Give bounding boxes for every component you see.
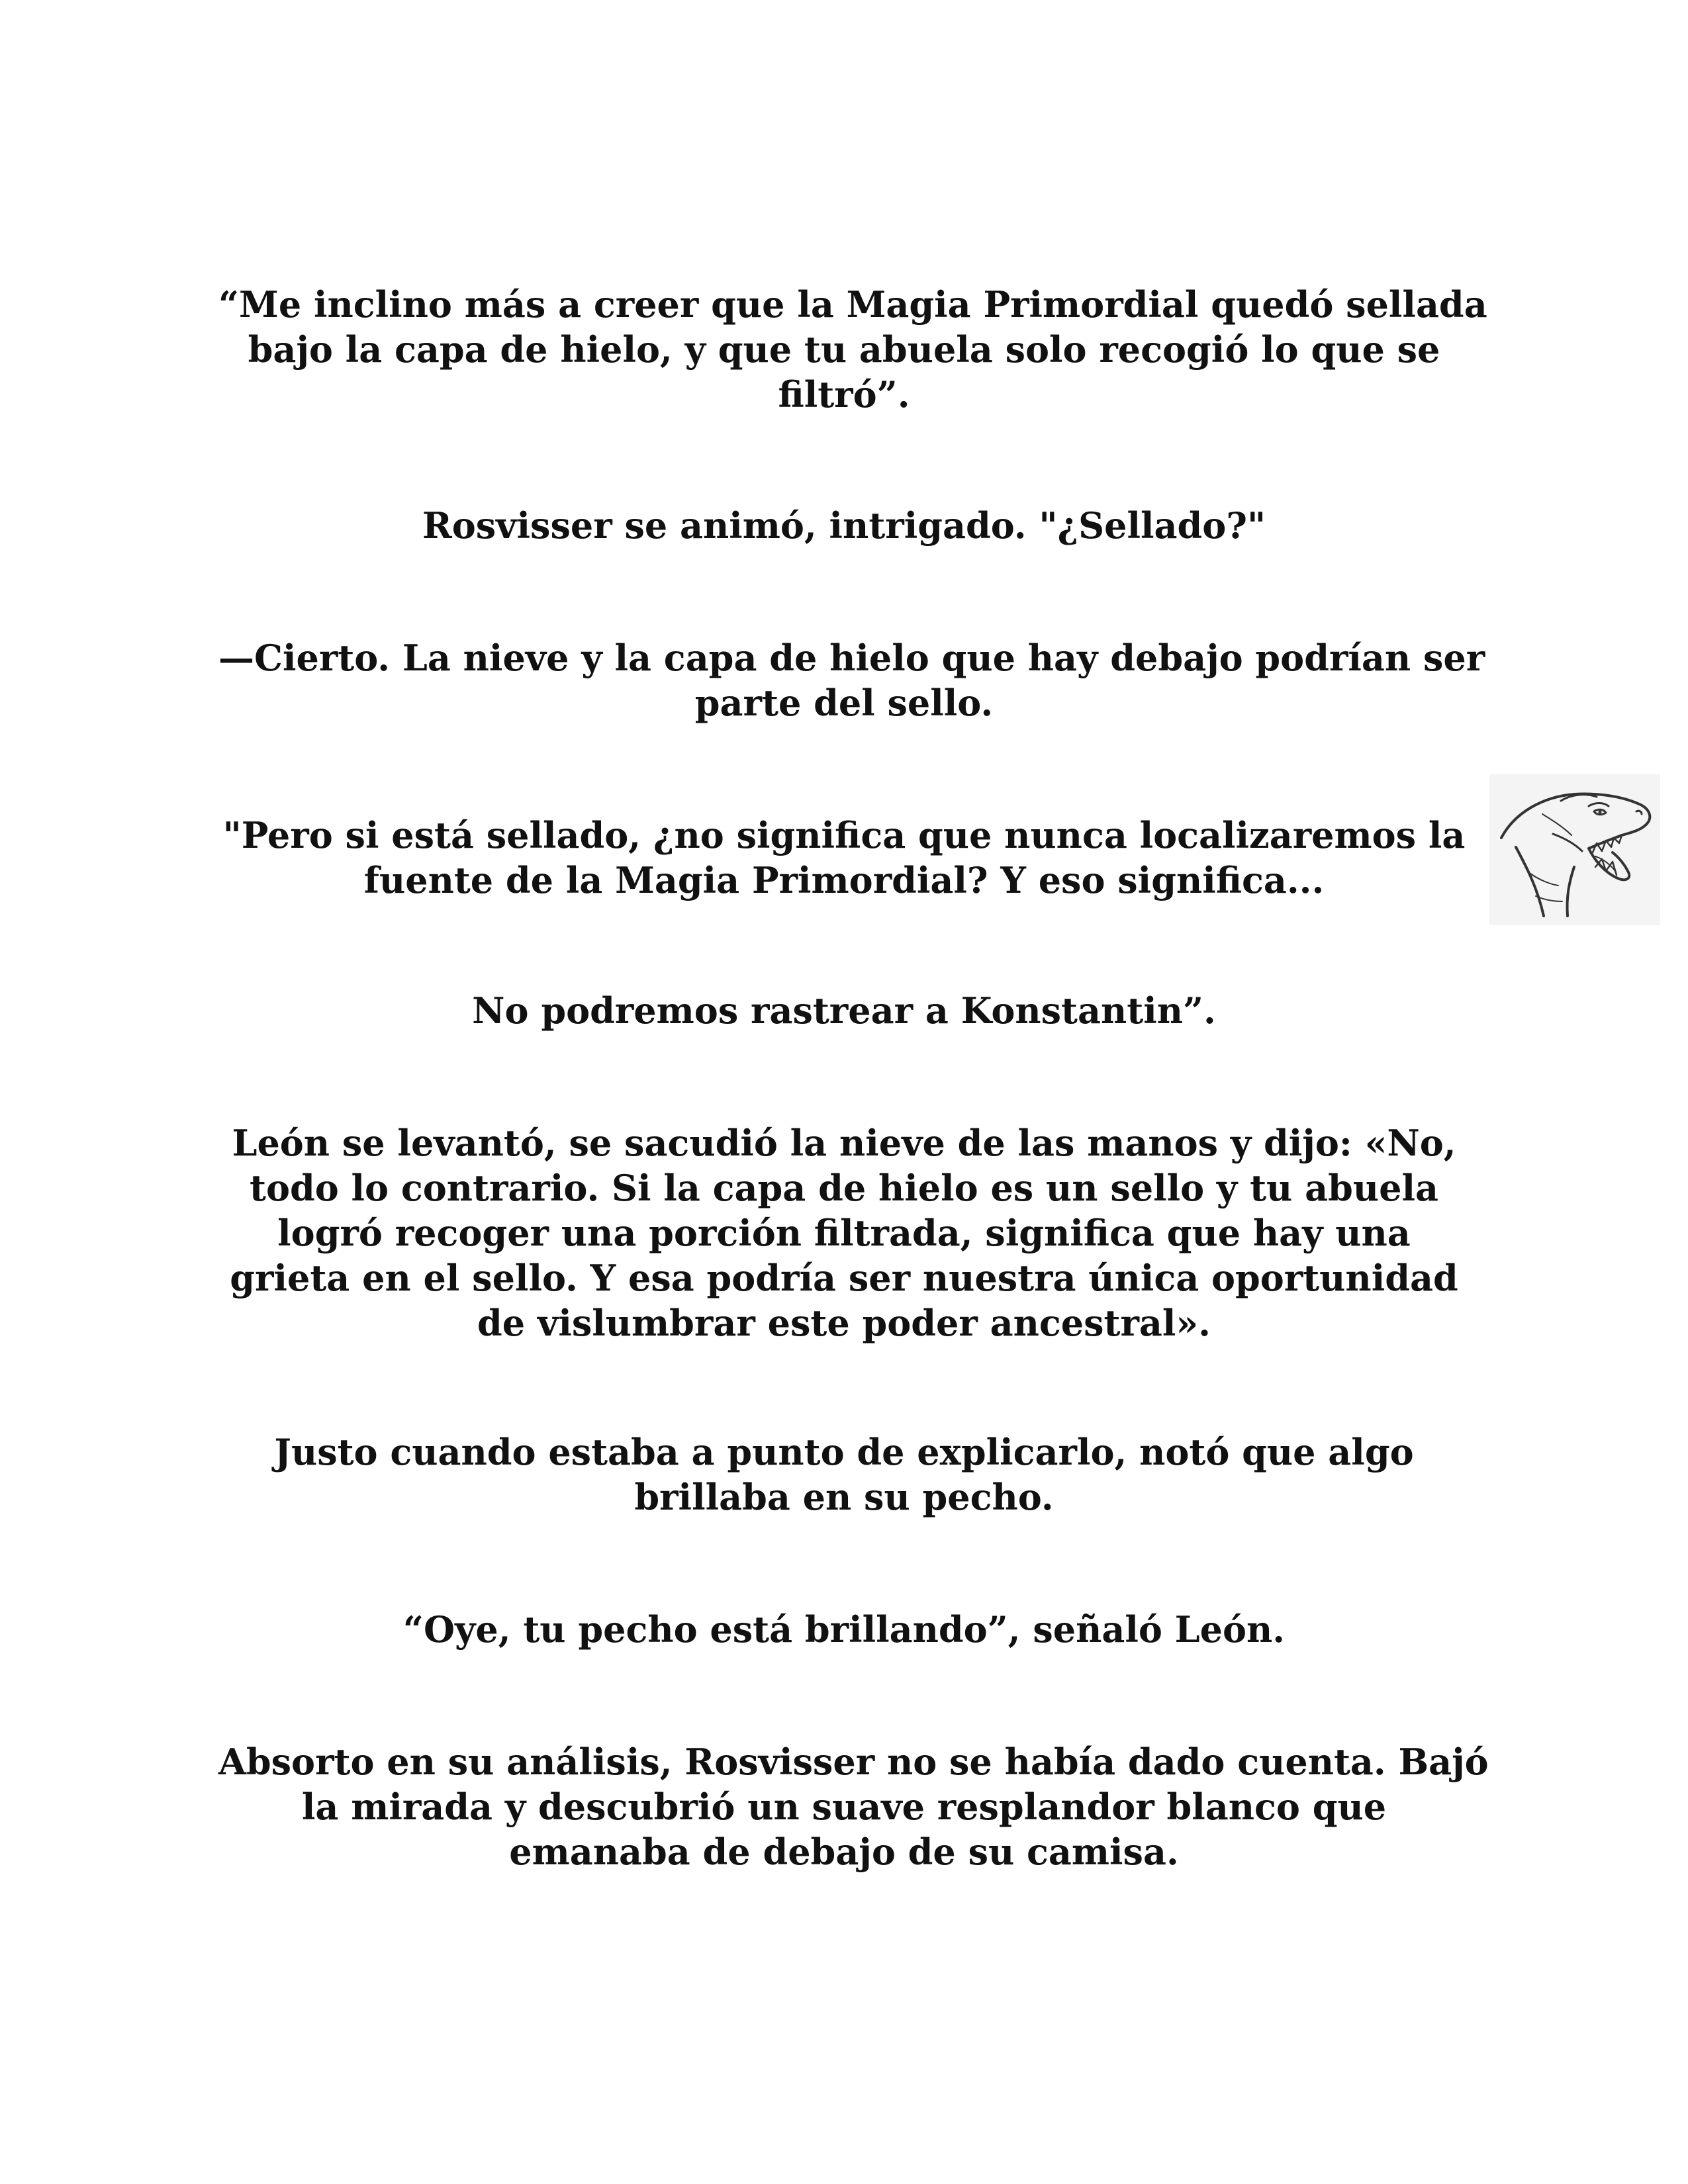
paragraph-5 (218, 988, 1470, 1033)
paragraph-9 (218, 1739, 1489, 1874)
paragraph-8 (218, 1607, 1470, 1652)
text-line: grieta en el sello. Y esa podría ser nuestra única oportunidad (230, 1257, 1458, 1299)
text-line: parte del sello. (694, 682, 994, 724)
text-line: la mirada y descubrió un suave resplandor blanco que (301, 1786, 1387, 1828)
text-line: León se levantó, se sacudió la nieve de las manos y dijo: «No, (232, 1122, 1456, 1164)
text-line: bajo la capa de hielo, y que tu abuela solo recogió lo que se (248, 328, 1440, 371)
text-line: emanaba de debajo de su camisa. (509, 1831, 1179, 1873)
dinosaur-head-icon (1489, 774, 1660, 925)
paragraph-6 (218, 1120, 1470, 1345)
text-line: —Cierto. La nieve y la capa de hielo que hay debajo podrían ser (218, 637, 1485, 679)
text-line: "Pero si está sellado, ¿no significa que nunca localizaremos la (222, 814, 1466, 856)
text-line: logró recoger una porción filtrada, significa que hay una (277, 1212, 1411, 1254)
text-line: Absorto en su análisis, Rosvisser no se había dado cuenta. Bajó (218, 1741, 1489, 1783)
text-line: brillaba en su pecho. (634, 1476, 1054, 1518)
paragraph-3 (218, 635, 1485, 725)
text-line: No podremos rastrear a Konstantin”. (472, 989, 1216, 1032)
paragraph-4 (218, 813, 1470, 903)
text-line: “Me inclino más a creer que la Magia Primordial quedó sellada (218, 283, 1487, 326)
text-line: fuente de la Magia Primordial? Y eso significa... (363, 859, 1325, 901)
paragraph-1 (218, 282, 1487, 417)
paragraph-7 (218, 1430, 1470, 1520)
text-line: todo lo contrario. Si la capa de hielo es un sello y tu abuela (250, 1167, 1438, 1209)
text-line: filtró”. (778, 373, 910, 416)
text-line: “Oye, tu pecho está brillando”, señaló León. (402, 1608, 1286, 1651)
paragraph-2 (218, 503, 1470, 548)
text-line: Justo cuando estaba a punto de explicarlo, notó que algo (274, 1431, 1414, 1473)
text-line: Rosvisser se animó, intrigado. "¿Sellado?" (422, 504, 1266, 547)
text-line: de vislumbrar este poder ancestral». (477, 1302, 1211, 1344)
